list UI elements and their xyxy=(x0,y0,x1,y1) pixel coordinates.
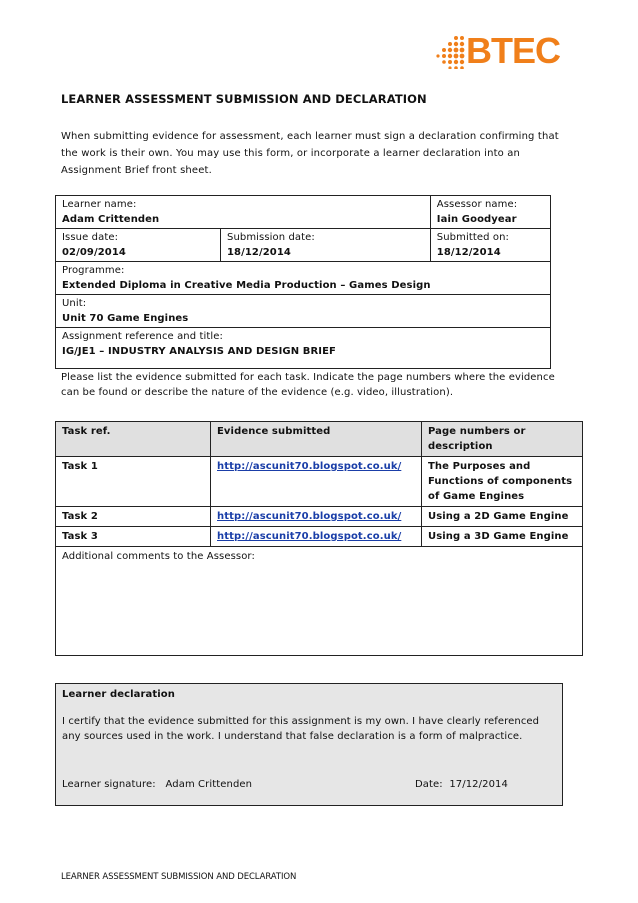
evidence-cell xyxy=(211,507,422,527)
programme-value: Extended Diploma in Creative Media Production – Games Design xyxy=(62,280,431,291)
col-evidence: Evidence submitted xyxy=(211,422,422,457)
intro-paragraph: When submitting evidence for assessment, each learner must sign a declaration confirming that the work is their own. You may use this form, or incorporate a learner declaration into an Assignment Brief front sheet. xyxy=(61,131,559,176)
col-page-numbers: Page numbers or description xyxy=(422,422,583,457)
comments-row xyxy=(56,547,583,656)
programme-label: Programme: xyxy=(62,265,125,276)
assessor-name-value: Iain Goodyear xyxy=(436,214,517,225)
submission-date-value: 18/12/2014 xyxy=(227,247,291,258)
evidence-link[interactable]: http://ascunit70.blogspot.co.uk/ xyxy=(217,461,402,472)
evidence-instructions: Please list the evidence submitted for each task. Indicate the page numbers where the evidence can be found or describe the nature of the evidence (e.g. video, illustration). xyxy=(61,372,555,398)
learner-declaration-box xyxy=(55,683,563,806)
evidence-table xyxy=(55,421,583,656)
task-ref: Task 2 xyxy=(56,507,211,527)
issue-date-label: Issue date: xyxy=(62,232,119,243)
assignment-value: IG/JE1 – INDUSTRY ANALYSIS AND DESIGN BRIEF xyxy=(62,346,336,357)
submitted-on-label: Submitted on: xyxy=(436,232,509,243)
learner-name-value: Adam Crittenden xyxy=(62,214,160,225)
table-row xyxy=(56,507,583,527)
submitted-on-cell xyxy=(430,229,550,262)
assignment-label: Assignment reference and title: xyxy=(62,331,223,342)
task-ref: Task 3 xyxy=(56,527,211,547)
learner-info-table xyxy=(55,195,551,369)
page-footer: LEARNER ASSESSMENT SUBMISSION AND DECLARATION xyxy=(61,872,297,882)
declaration-date: Date: 17/12/2014 xyxy=(415,779,508,790)
issue-date-cell xyxy=(56,229,221,262)
evidence-cell xyxy=(211,527,422,547)
task-ref: Task 1 xyxy=(56,457,211,507)
declaration-text: I certify that the evidence submitted for this assignment is my own. I have clearly referenced any sources used in the work. I understand that false declaration is a form of malpractice. xyxy=(62,716,540,742)
evidence-link[interactable]: http://ascunit70.blogspot.co.uk/ xyxy=(217,531,402,542)
submission-date-label: Submission date: xyxy=(227,232,315,243)
assessor-name-cell xyxy=(430,196,550,229)
additional-comments-label: Additional comments to the Assessor: xyxy=(56,547,583,656)
task-description: Using a 2D Game Engine xyxy=(422,507,583,527)
evidence-link[interactable]: http://ascunit70.blogspot.co.uk/ xyxy=(217,511,402,522)
unit-cell xyxy=(56,295,551,328)
evidence-table-header xyxy=(56,422,583,457)
page-title: LEARNER ASSESSMENT SUBMISSION AND DECLARATION xyxy=(61,92,427,106)
declaration-heading: Learner declaration xyxy=(62,689,175,700)
unit-value: Unit 70 Game Engines xyxy=(62,313,189,324)
learner-name-cell xyxy=(56,196,431,229)
learner-name-label: Learner name: xyxy=(62,199,137,210)
assignment-cell xyxy=(56,328,551,369)
logo-wordmark: BTEC xyxy=(466,30,560,71)
table-row xyxy=(56,527,583,547)
learner-signature: Learner signature: Adam Crittenden xyxy=(62,779,253,790)
task-description: Using a 3D Game Engine xyxy=(422,527,583,547)
btec-logo xyxy=(436,28,561,74)
signature-line xyxy=(62,777,542,792)
logo-dots-icon xyxy=(436,35,466,69)
evidence-cell xyxy=(211,457,422,507)
unit-label: Unit: xyxy=(62,298,87,309)
col-task-ref: Task ref. xyxy=(56,422,211,457)
assessor-name-label: Assessor name: xyxy=(436,199,518,210)
table-row xyxy=(56,457,583,507)
task-description: The Purposes and Functions of components of Game Engines xyxy=(422,457,583,507)
submitted-on-value: 18/12/2014 xyxy=(436,247,501,258)
issue-date-value: 02/09/2014 xyxy=(62,247,126,258)
programme-cell xyxy=(56,262,551,295)
submission-date-cell xyxy=(221,229,431,262)
